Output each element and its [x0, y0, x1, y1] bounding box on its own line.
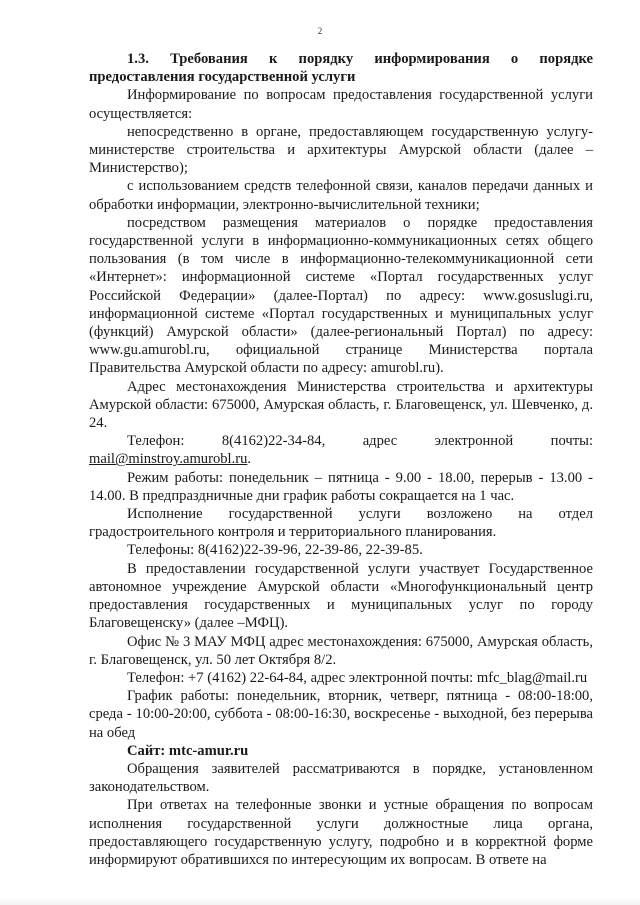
section-number: 1.3. — [127, 51, 149, 67]
paragraph-site: Сайт: mtc-amur.ru — [127, 742, 249, 759]
ministry-phone-end: . — [247, 451, 252, 468]
ministry-phone-text: Телефон: 8(4162)22-34-84, адрес электронной почты: — [127, 433, 593, 450]
document-body — [89, 50, 593, 869]
paragraph-phone-answers: При ответах на телефонные звонки и устные обращения по вопросам исполнения государственной услуги должностные лица органа, предоставляющего государственную услугу, подробно и в корректной форме информируют обратившихся по интересующим их вопросам. В ответе на — [89, 797, 593, 868]
paragraph-mfc-schedule: График работы: понедельник, вторник, четверг, пятница - 08:00-18:00, среда - 10:00-20:00, суббота - 08:00-16:30, воскресенье - выходной, без перерыва на обед — [89, 688, 593, 741]
paragraph-internet-portals: посредством размещения материалов о порядке предоставления государственной услуги в информационно-коммуникационных сетях общего пользования (в том числе в информационно-телекоммуникационной сети «Интернет»: информационной системе «Портал государственных услуг Российской Федерации» (далее-Портал) по адресу: www.gosuslugi.ru, информационной системе «Портал государственных и муниципальных услуг (функций) Амурской области» (далее-региональный Портал) по адресу: www.gu.amurobl.ru, официальной странице Министерства портала Правительства Амурской области по адресу: amurobl.ru). — [89, 214, 593, 377]
paragraph-intro: Информирование по вопросам предоставления государственной услуги осуществляется: — [89, 87, 593, 122]
paragraph-mfc-office: Офис № 3 МАУ МФЦ адрес местонахождения: 675000, Амурская область, г. Благовещенск, ул. 50 лет Октября 8/2. — [89, 633, 593, 668]
paragraph-department-phones: Телефоны: 8(4162)22-39-96, 22-39-86, 22-39-85. — [127, 542, 423, 559]
section-title: Требования к порядку информирования о порядке предоставления государственной услуги — [89, 51, 593, 86]
paragraph-in-person: непосредственно в органе, предоставляющем государственную услугу- министерстве строительства и архитектуры Амурской области (далее – Министерство); — [89, 123, 593, 177]
section-heading — [89, 50, 593, 86]
paragraph-telephone-means: с использованием средств телефонной связи, каналов передачи данных и обработки информации, электронно-вычислительной техники; — [89, 178, 593, 213]
paragraph-mfc-phone: Телефон: +7 (4162) 22-64-84, адрес электронной почты: mfc_blag@mail.ru — [127, 669, 588, 686]
page-number: 2 — [317, 26, 323, 36]
paragraph-department: Исполнение государственной услуги возложено на отдел градостроительного контроля и территориального планирования. — [89, 506, 593, 541]
paragraph-mfc: В предоставлении государственной услуги участвует Государственное автономное учреждение Амурской области «Многофункциональный центр предоставления государственных и муниципальных услуг по городу Благовещенску» (далее –МФЦ). — [89, 560, 593, 632]
paragraph-ministry-address: Адрес местонахождения Министерства строительства и архитектуры Амурской области: 675000, Амурская область, г. Благовещенск, ул. Шевченко, д. 24. — [89, 378, 593, 432]
page-bottom-edge — [0, 898, 640, 905]
paragraph-requests: Обращения заявителей рассматриваются в порядке, установленном законодательством. — [89, 760, 593, 796]
paragraph-ministry-phone — [89, 432, 593, 468]
paragraph-work-hours: Режим работы: понедельник – пятница - 9.00 - 18.00, перерыв - 13.00 - 14.00. В предпраздничные дни график работы сокращается на 1 час. — [89, 469, 593, 504]
ministry-email-link[interactable]: mail@minstroy.amurobl.ru — [89, 451, 248, 468]
